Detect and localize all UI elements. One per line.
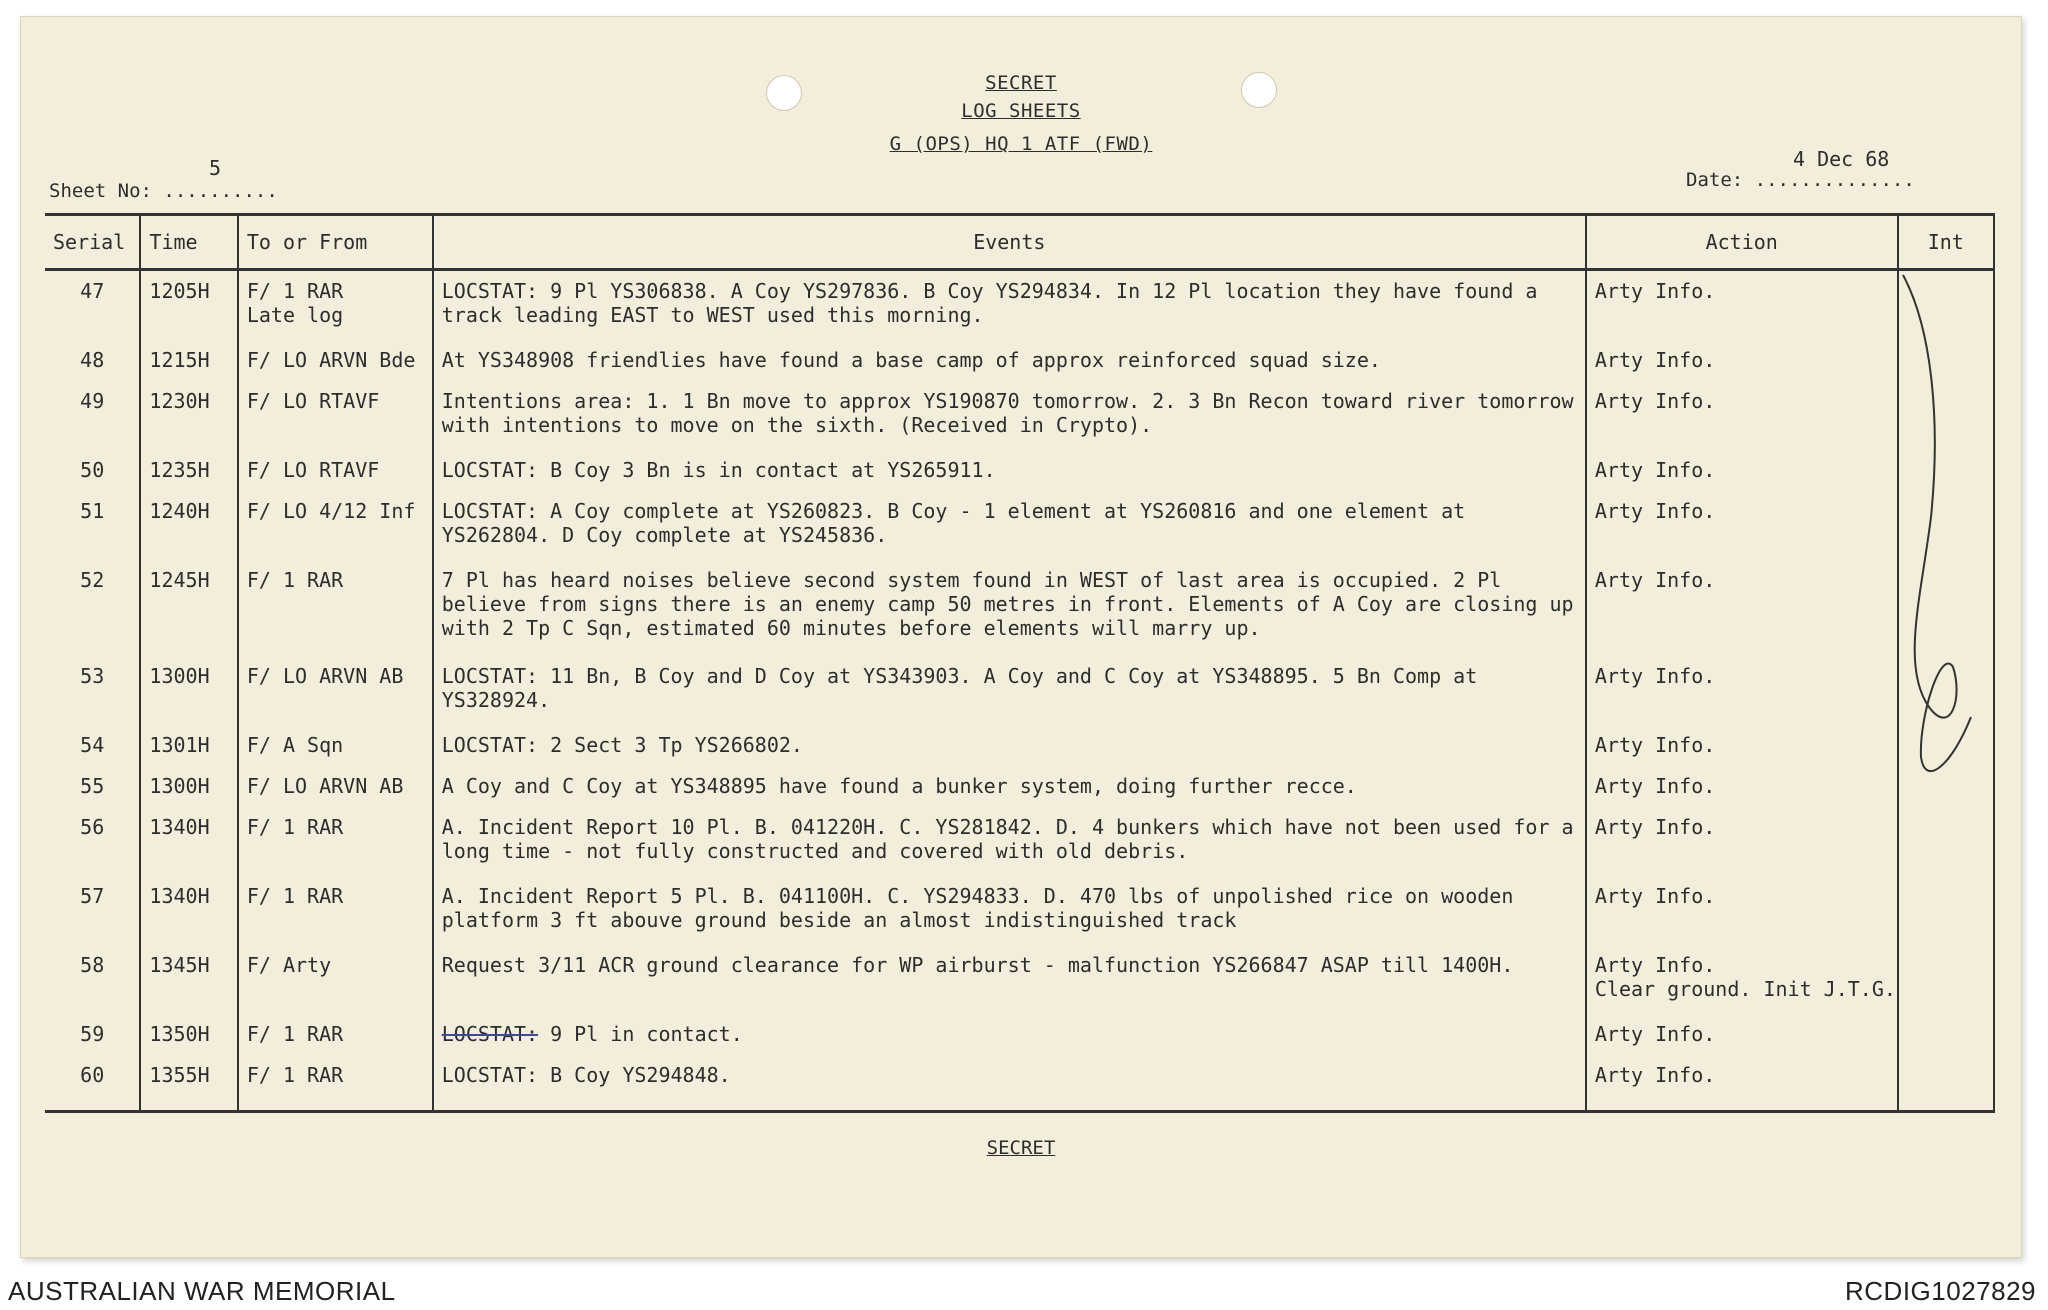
from-text: F/ A Sqn [246, 732, 344, 757]
events-cell [433, 945, 1586, 1014]
event-text: LOCSTAT: 9 Pl YS306838. A Coy YS297836. B Coy YS294834. In 12 Pl location they have found a track leading EAST to WEST used this morning. [441, 279, 1538, 327]
action-cell [1586, 876, 1898, 945]
from-cell [238, 1014, 433, 1055]
action-text: Arty Info. [1594, 347, 1716, 372]
table-header-row [45, 215, 1994, 270]
action-cell [1586, 656, 1898, 725]
serial-cell: 53 [80, 664, 105, 689]
col-to-or-from: To or From [238, 215, 433, 270]
from-text: F/ 1 RAR [246, 1062, 344, 1087]
sheet-number-value: 5 [209, 156, 222, 180]
from-cell [238, 945, 433, 1014]
unit-heading: G (OPS) HQ 1 ATF (FWD) [889, 133, 1153, 155]
table-row [45, 491, 1994, 560]
from-cell [238, 340, 433, 381]
from-cell [238, 560, 433, 656]
time-cell: 1301H [140, 725, 237, 766]
archive-name: AUSTRALIAN WAR MEMORIAL [8, 1276, 396, 1306]
from-cell [238, 656, 433, 725]
events-cell [433, 1014, 1586, 1055]
filler-cell [1586, 1096, 1898, 1112]
filler-cell [433, 1096, 1586, 1112]
time-cell: 1215H [140, 340, 237, 381]
action-cell [1586, 1055, 1898, 1096]
action-cell [1586, 945, 1898, 1014]
from-note: Late log [246, 303, 344, 327]
event-text: A. Incident Report 5 Pl. B. 041100H. C. YS294833. D. 470 lbs of unpolished rice on wooden platform 3 ft abouve ground beside an almost indistinguished track [441, 884, 1514, 933]
action-cell [1586, 1014, 1898, 1055]
filler-cell [140, 1096, 237, 1112]
table-row [45, 807, 1994, 876]
event-text: LOCSTAT: B Coy 3 Bn is in contact at YS265911. [441, 457, 996, 482]
time-cell: 1355H [140, 1055, 237, 1096]
serial-cell: 56 [80, 815, 105, 840]
action-text: Arty Info. [1594, 774, 1716, 799]
document-title: LOG SHEETS [961, 100, 1081, 122]
action-cell [1586, 725, 1898, 766]
action-cell [1586, 766, 1898, 807]
filler-cell [238, 1096, 433, 1112]
events-cell [433, 560, 1586, 656]
table-row [45, 381, 1994, 450]
events-cell [433, 725, 1586, 766]
col-int: Int [1898, 215, 1994, 270]
col-time: Time [140, 215, 237, 270]
events-cell [433, 381, 1586, 450]
events-cell [433, 340, 1586, 381]
events-cell [433, 876, 1586, 945]
action-text: Arty Info. [1594, 884, 1716, 909]
table-row [45, 450, 1994, 491]
time-cell: 1300H [140, 766, 237, 807]
action-text: Arty Info. [1594, 1062, 1716, 1087]
from-cell [238, 381, 433, 450]
from-text: F/ LO ARVN Bde [246, 347, 416, 372]
events-cell [433, 1055, 1586, 1096]
time-cell: 1300H [140, 656, 237, 725]
date-label: Date: .............. [1686, 169, 1915, 191]
serial-cell: 50 [80, 457, 105, 482]
serial-cell: 47 [80, 279, 105, 303]
events-cell [433, 766, 1586, 807]
table-row [45, 340, 1994, 381]
from-text: F/ LO ARVN AB [246, 664, 404, 689]
table-row [45, 725, 1994, 766]
from-text: F/ LO ARVN AB [246, 774, 404, 799]
time-cell: 1345H [140, 945, 237, 1014]
serial-cell: 48 [80, 347, 105, 372]
col-serial: Serial [45, 215, 140, 270]
table-row [45, 1014, 1994, 1055]
archive-caption-bar [0, 1270, 2048, 1310]
action-cell [1586, 807, 1898, 876]
serial-cell: 55 [80, 774, 105, 799]
filler-row [45, 1096, 1994, 1112]
from-text: F/ Arty [246, 952, 332, 977]
time-cell: 1350H [140, 1014, 237, 1055]
event-text: A. Incident Report 10 Pl. B. 041220H. C. YS281842. D. 4 bunkers which have not been used for a long time - not fully constructed and covered with old debris. [441, 815, 1574, 864]
action-cell [1586, 560, 1898, 656]
table-row [45, 766, 1994, 807]
date-value: 4 Dec 68 [1793, 147, 1890, 171]
from-cell [238, 270, 433, 340]
action-text: Arty Info. [1594, 952, 1716, 977]
table-row [45, 1055, 1994, 1096]
serial-cell: 49 [80, 389, 105, 414]
int-pen-mark [1891, 267, 1981, 827]
struck-text: LOCSTAT: [441, 1021, 539, 1046]
from-text: F/ LO RTAVF [246, 457, 380, 482]
log-table [45, 213, 1995, 1113]
events-cell [433, 807, 1586, 876]
col-action: Action [1586, 215, 1898, 270]
time-cell: 1340H [140, 876, 237, 945]
serial-cell: 52 [80, 567, 105, 592]
from-text: F/ 1 RAR [246, 815, 344, 840]
action-text: Arty Info. [1594, 279, 1716, 303]
sheet-number-label: Sheet No: .......... [49, 180, 278, 202]
action-cell [1586, 340, 1898, 381]
serial-cell: 60 [80, 1062, 105, 1087]
filler-cell [1898, 1096, 1994, 1112]
action-cell [1586, 450, 1898, 491]
action-text: Arty Info. [1594, 389, 1716, 414]
from-cell [238, 876, 433, 945]
action-text: Arty Info. [1594, 499, 1716, 524]
time-cell: 1235H [140, 450, 237, 491]
serial-cell: 54 [80, 732, 105, 757]
from-cell [238, 725, 433, 766]
log-body [45, 270, 1994, 1112]
serial-cell: 58 [80, 952, 105, 977]
from-text: F/ 1 RAR [246, 884, 344, 909]
action-note: Clear ground. Init J.T.G. [1594, 976, 1896, 1001]
action-text: Arty Info. [1594, 1021, 1716, 1046]
from-cell [238, 450, 433, 491]
table-row [45, 945, 1994, 1014]
action-cell [1586, 491, 1898, 560]
int-cell [1898, 1014, 1994, 1055]
time-cell: 1230H [140, 381, 237, 450]
action-cell [1586, 270, 1898, 340]
event-text: Request 3/11 ACR ground clearance for WP airburst - malfunction YS266847 ASAP till 1400H. [441, 952, 1514, 977]
action-cell [1586, 381, 1898, 450]
table-row [45, 560, 1994, 656]
serial-cell: 57 [80, 884, 105, 909]
sheet-number [49, 156, 278, 202]
from-text: F/ 1 RAR [246, 1021, 344, 1046]
table-row [45, 876, 1994, 945]
events-cell [433, 450, 1586, 491]
time-cell: 1240H [140, 491, 237, 560]
log-sheet-page [20, 16, 2022, 1258]
col-events: Events [433, 215, 1586, 270]
classification-header: SECRET [985, 72, 1057, 94]
event-text: At YS348908 friendlies have found a base camp of approx reinforced squad size. [441, 347, 1381, 372]
int-cell [1898, 1055, 1994, 1096]
serial-cell: 51 [80, 499, 105, 524]
time-cell: 1205H [140, 270, 237, 340]
from-text: F/ LO RTAVF [246, 389, 380, 414]
event-text: A Coy and C Coy at YS348895 have found a bunker system, doing further recce. [441, 774, 1357, 799]
action-text: Arty Info. [1594, 815, 1716, 840]
archive-reference: RCDIG1027829 [1845, 1276, 2036, 1306]
classification-footer: SECRET [986, 1137, 1056, 1159]
action-text: Arty Info. [1594, 567, 1716, 592]
event-text: Intentions area: 1. 1 Bn move to approx YS190870 tomorrow. 2. 3 Bn Recon toward river tomorrow with intentions to move on the sixth. (Received in Crypto). [441, 389, 1574, 438]
event-text: LOCSTAT: 2 Sect 3 Tp YS266802. [441, 732, 803, 757]
event-text: 7 Pl has heard noises believe second system found in WEST of last area is occupied. 2 Pl believe from signs there is an enemy camp 50 metres in front. Elements of A Coy are closing up with 2 Tp C Sqn, estimated 60 minutes before elements will marry up. [441, 567, 1574, 640]
events-cell [433, 656, 1586, 725]
time-cell: 1340H [140, 807, 237, 876]
event-text: 9 Pl in contact. [538, 1021, 743, 1046]
events-cell [433, 491, 1586, 560]
from-cell [238, 491, 433, 560]
events-cell [433, 270, 1586, 340]
action-text: Arty Info. [1594, 457, 1716, 482]
from-cell [238, 807, 433, 876]
from-text: F/ LO 4/12 Inf [246, 499, 416, 524]
event-text: LOCSTAT: B Coy YS294848. [441, 1062, 731, 1087]
action-text: Arty Info. [1594, 664, 1716, 689]
table-row [45, 270, 1994, 340]
from-cell [238, 1055, 433, 1096]
int-cell [1898, 876, 1994, 945]
int-cell [1898, 945, 1994, 1014]
event-text: LOCSTAT: 11 Bn, B Coy and D Coy at YS343903. A Coy and C Coy at YS348895. 5 Bn Comp at YS328924. [441, 664, 1478, 713]
event-text: LOCSTAT: A Coy complete at YS260823. B Coy - 1 element at YS260816 and one element at YS262804. D Coy complete at YS245836. [441, 499, 1466, 548]
action-text: Arty Info. [1594, 732, 1716, 757]
from-text: F/ 1 RAR [246, 279, 344, 303]
filler-cell [45, 1096, 140, 1112]
from-cell [238, 766, 433, 807]
table-row [45, 656, 1994, 725]
from-text: F/ 1 RAR [246, 567, 344, 592]
time-cell: 1245H [140, 560, 237, 656]
serial-cell: 59 [80, 1021, 105, 1046]
log-date [1686, 147, 1915, 191]
